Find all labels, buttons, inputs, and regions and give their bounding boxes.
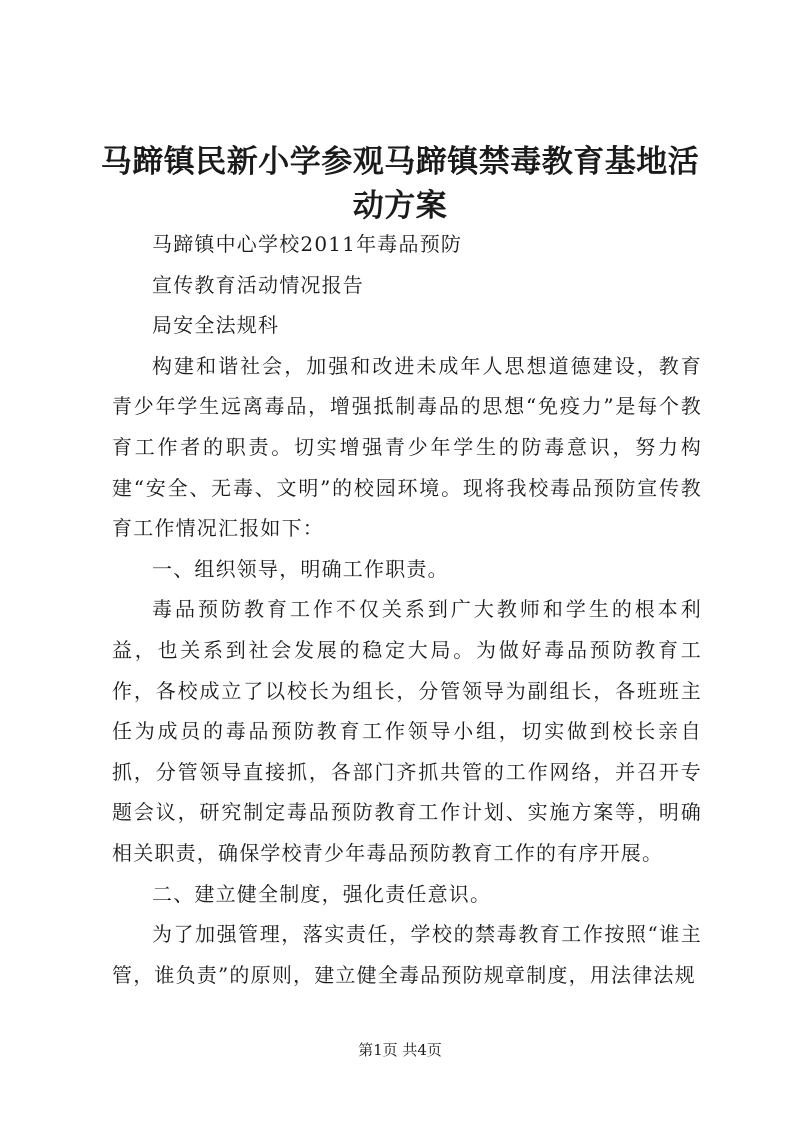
paragraph: 局安全法规科 xyxy=(152,313,280,338)
paragraph: 马蹄镇中心学校2011年毒品预防 xyxy=(152,232,463,256)
section-heading: 一、组织领导，明确工作职责。 xyxy=(152,556,449,581)
paragraph: 宣传教育活动情况报告 xyxy=(152,272,364,297)
paragraph: 构建和谐社会，加强和改进未成年人思想道德建设，教育青少年学生远离毒品，增强抵制毒品的思想“免疫力”是每个教育工作者的职责。切实增强青少年学生的防毒意识，努力构建“安全、无毒、文明”的校园环境。现将我校毒品预防宣传教育工作情况汇报如下： xyxy=(112,353,702,541)
section-heading: 二、建立健全制度，强化责任意识。 xyxy=(152,881,492,906)
paragraph: 为了加强管理，落实责任，学校的禁毒教育工作按照“谁主管，谁负责”的原则，建立健全毒品预防规章制度，用法律法规 xyxy=(112,922,702,987)
page-footer: 第1页 共4页 xyxy=(358,1041,442,1059)
paragraph: 毒品预防教育工作不仅关系到广大教师和学生的根本利益，也关系到社会发展的稳定大局。为做好毒品预防教育工作，各校成立了以校长为组长，分管领导为副组长，各班班主任为成员的毒品预防教育工作领导小组，切实做到校长亲自抓，分管领导直接抓，各部门齐抓共管的工作网络，并召开专题会议，研究制定毒品预防教育工作计划、实施方案等，明确相关职责，确保学校青少年毒品预防教育工作的有序开展。 xyxy=(112,597,702,865)
document-title: 马蹄镇民新小学参观马蹄镇禁毒教育基地活动方案 xyxy=(100,144,700,224)
document-body xyxy=(112,224,702,995)
